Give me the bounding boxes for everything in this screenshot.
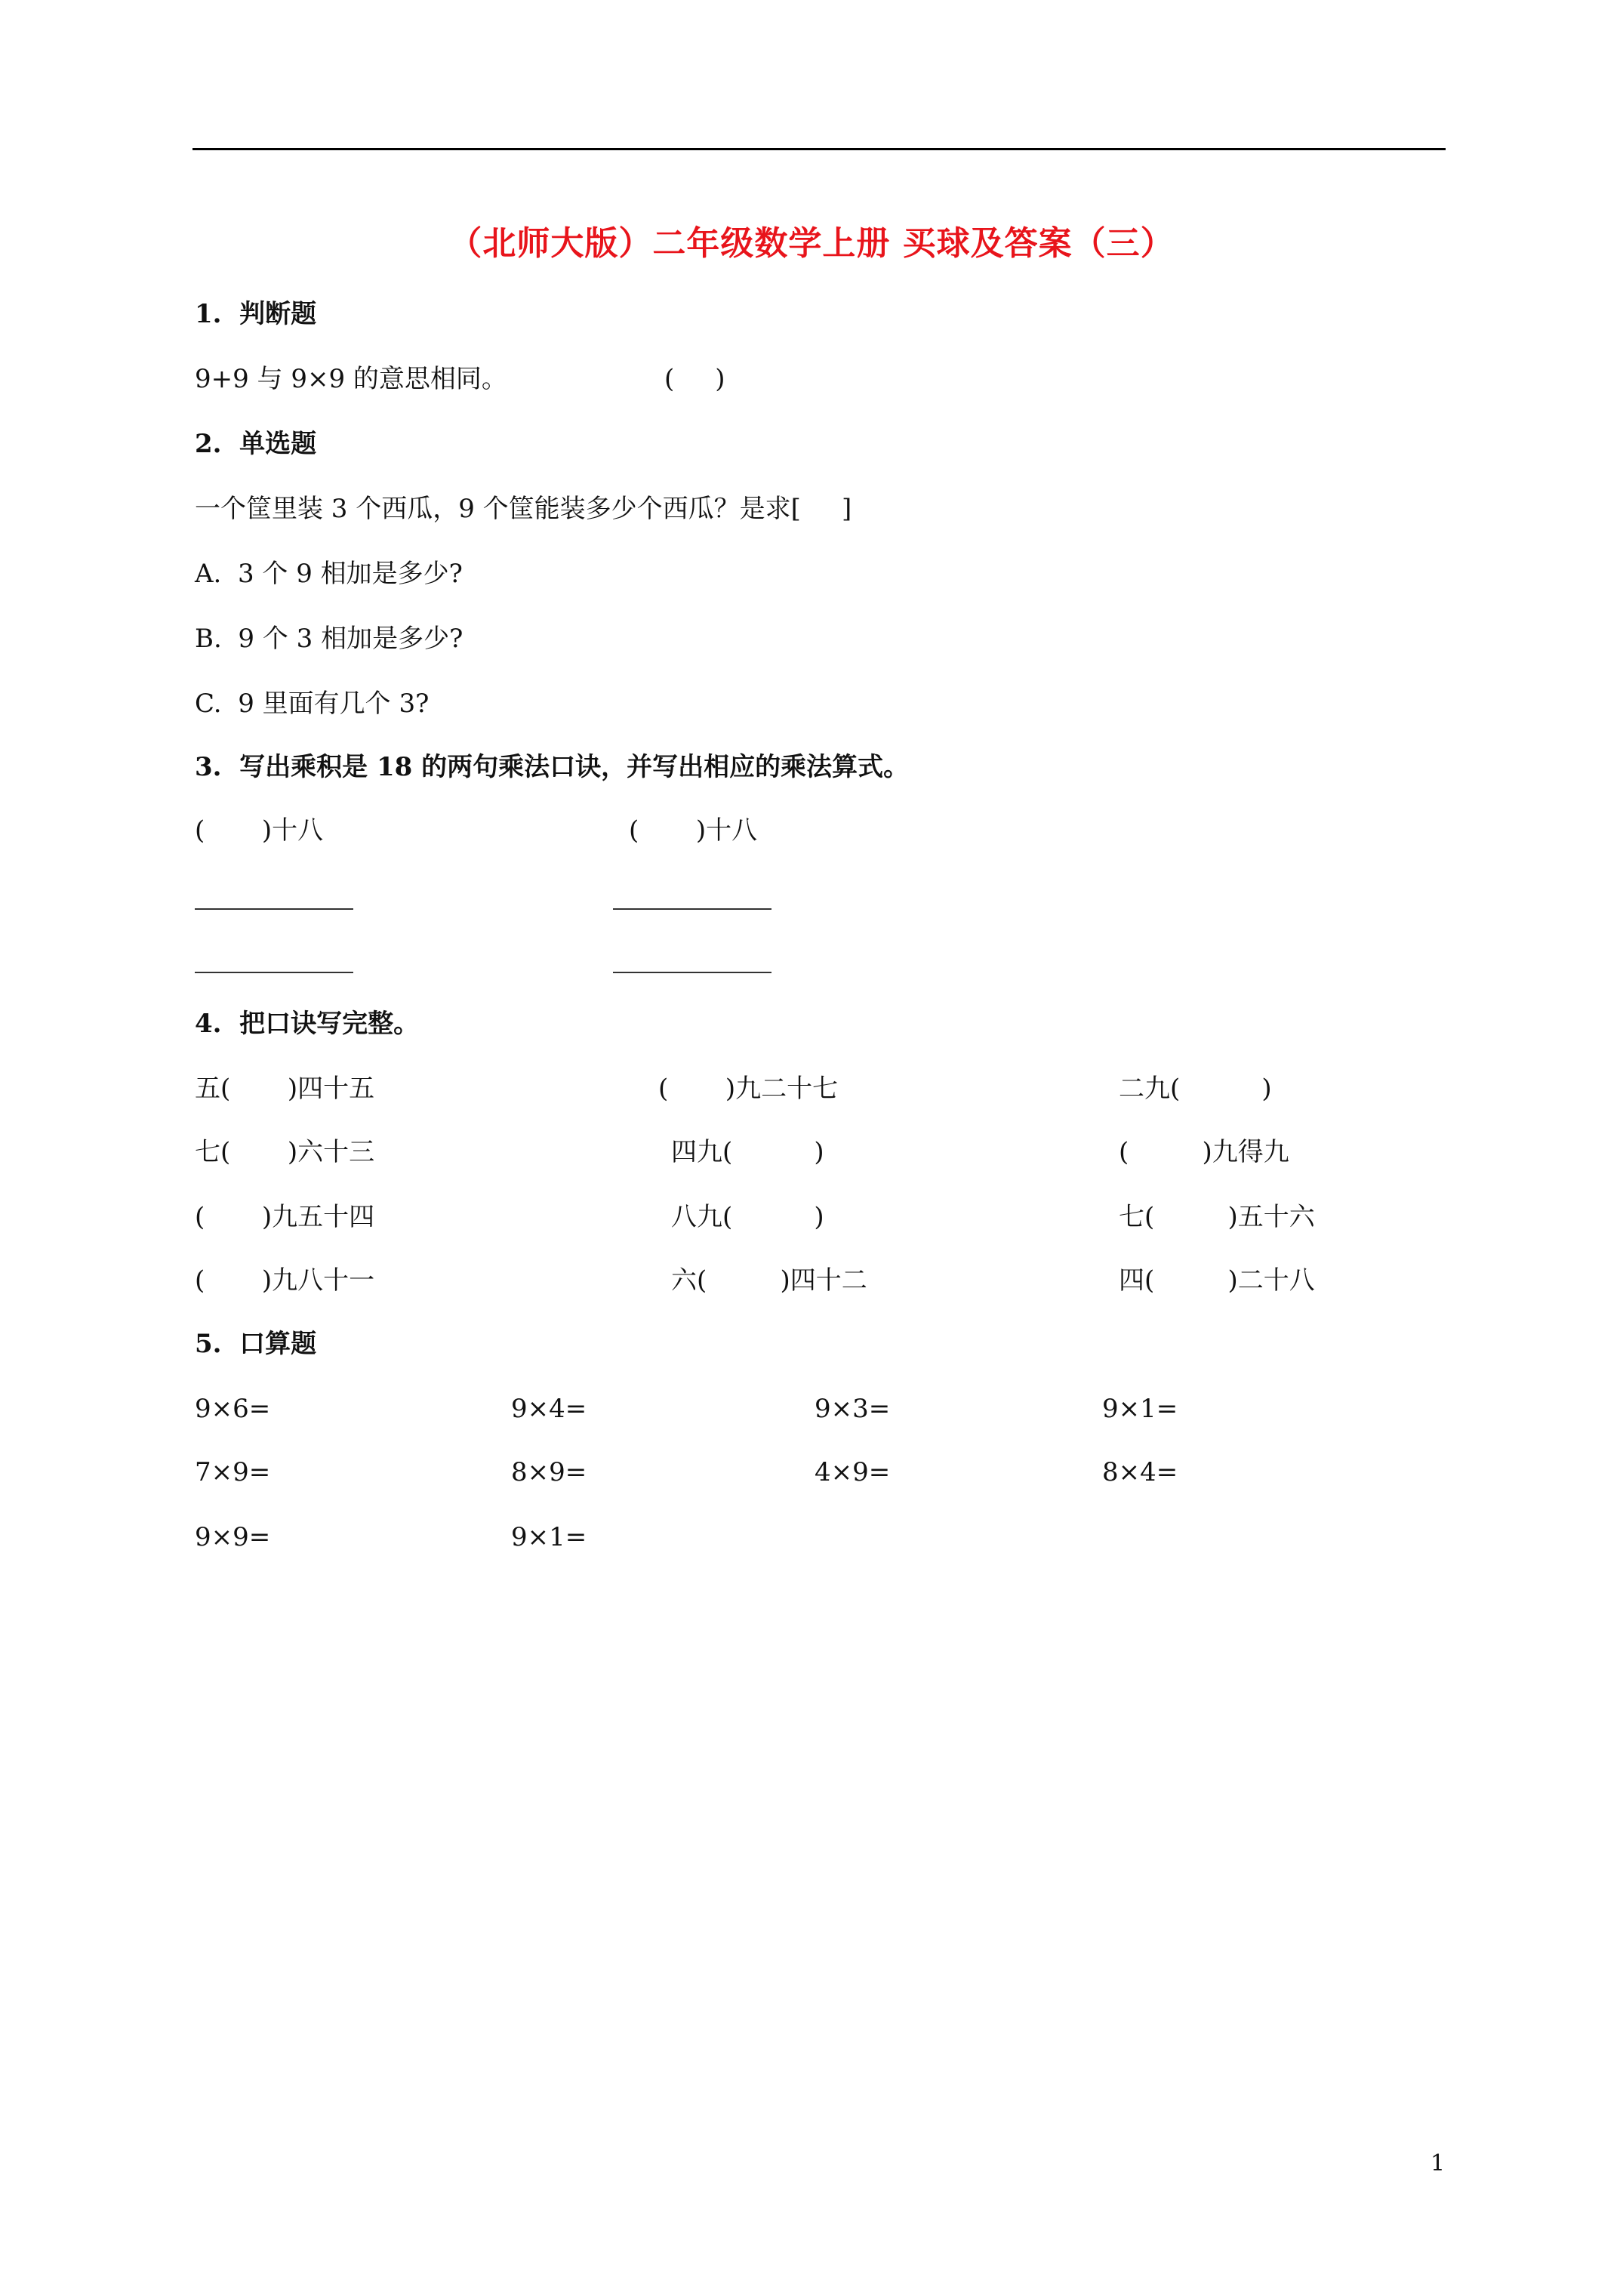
q5-problem[interactable]: 7×9= bbox=[195, 1457, 271, 1487]
q4-cell[interactable]: 八九( ) bbox=[671, 1202, 824, 1232]
q3-answer-line-3[interactable] bbox=[195, 972, 353, 973]
q4-cell[interactable]: ( )九二十七 bbox=[658, 1074, 839, 1104]
q4-cell[interactable]: 七( )六十三 bbox=[195, 1137, 375, 1167]
q4-cell[interactable]: 四九( ) bbox=[671, 1137, 824, 1167]
q5-problem[interactable]: 9×4= bbox=[511, 1394, 587, 1424]
document-title: （北师大版）二年级数学上册 买球及答案（三） bbox=[448, 224, 1175, 263]
q5-heading: 5. 口算题 bbox=[195, 1329, 317, 1359]
header-rule bbox=[192, 148, 1446, 150]
q2-option-b[interactable]: B. 9 个 3 相加是多少? bbox=[195, 624, 463, 654]
q5-problem[interactable]: 9×6= bbox=[195, 1394, 271, 1424]
q5-problem[interactable]: 9×3= bbox=[815, 1394, 891, 1424]
q3-answer-line-2[interactable] bbox=[613, 908, 771, 910]
q4-cell[interactable]: 五( )四十五 bbox=[195, 1074, 375, 1104]
q4-heading: 4. 把口诀写完整。 bbox=[195, 1009, 420, 1039]
q4-cell[interactable]: 二九( ) bbox=[1119, 1074, 1272, 1104]
page-number: 1 bbox=[1431, 2150, 1446, 2177]
q1-statement: 9+9 与 9×9 的意思相同。 bbox=[195, 364, 507, 394]
q5-problem[interactable]: 4×9= bbox=[815, 1457, 891, 1487]
q3-answer-line-1[interactable] bbox=[195, 908, 353, 910]
q3-item-2[interactable]: ( )十八 bbox=[629, 815, 758, 846]
q5-problem[interactable]: 9×1= bbox=[511, 1522, 587, 1552]
q5-problem[interactable]: 9×1= bbox=[1102, 1394, 1178, 1424]
q4-cell[interactable]: ( )九八十一 bbox=[195, 1265, 375, 1296]
q5-problem[interactable]: 8×9= bbox=[511, 1457, 587, 1487]
q4-cell[interactable]: 七( )五十六 bbox=[1119, 1202, 1315, 1232]
q5-problem[interactable]: 8×4= bbox=[1102, 1457, 1178, 1487]
q2-option-a[interactable]: A. 3 个 9 相加是多少? bbox=[195, 559, 463, 589]
q5-problem[interactable]: 9×9= bbox=[195, 1522, 271, 1552]
q4-cell[interactable]: 四( )二十八 bbox=[1119, 1265, 1315, 1296]
q1-heading: 1. 判断题 bbox=[195, 299, 317, 329]
q4-cell[interactable]: ( )九五十四 bbox=[195, 1202, 375, 1232]
q2-heading: 2. 单选题 bbox=[195, 429, 317, 459]
q3-heading: 3. 写出乘积是 18 的两句乘法口诀，并写出相应的乘法算式。 bbox=[195, 752, 910, 782]
q3-answer-line-4[interactable] bbox=[613, 972, 771, 973]
q4-cell[interactable]: 六( )四十二 bbox=[671, 1265, 867, 1296]
q2-option-c[interactable]: C. 9 里面有几个 3? bbox=[195, 689, 430, 719]
q3-item-1[interactable]: ( )十八 bbox=[195, 815, 324, 846]
q4-cell[interactable]: ( )九得九 bbox=[1119, 1137, 1289, 1167]
q1-answer-bracket[interactable]: ( ) bbox=[664, 364, 725, 394]
q2-question: 一个筐里装 3 个西瓜，9 个筐能装多少个西瓜？是求[ ] bbox=[195, 494, 852, 524]
